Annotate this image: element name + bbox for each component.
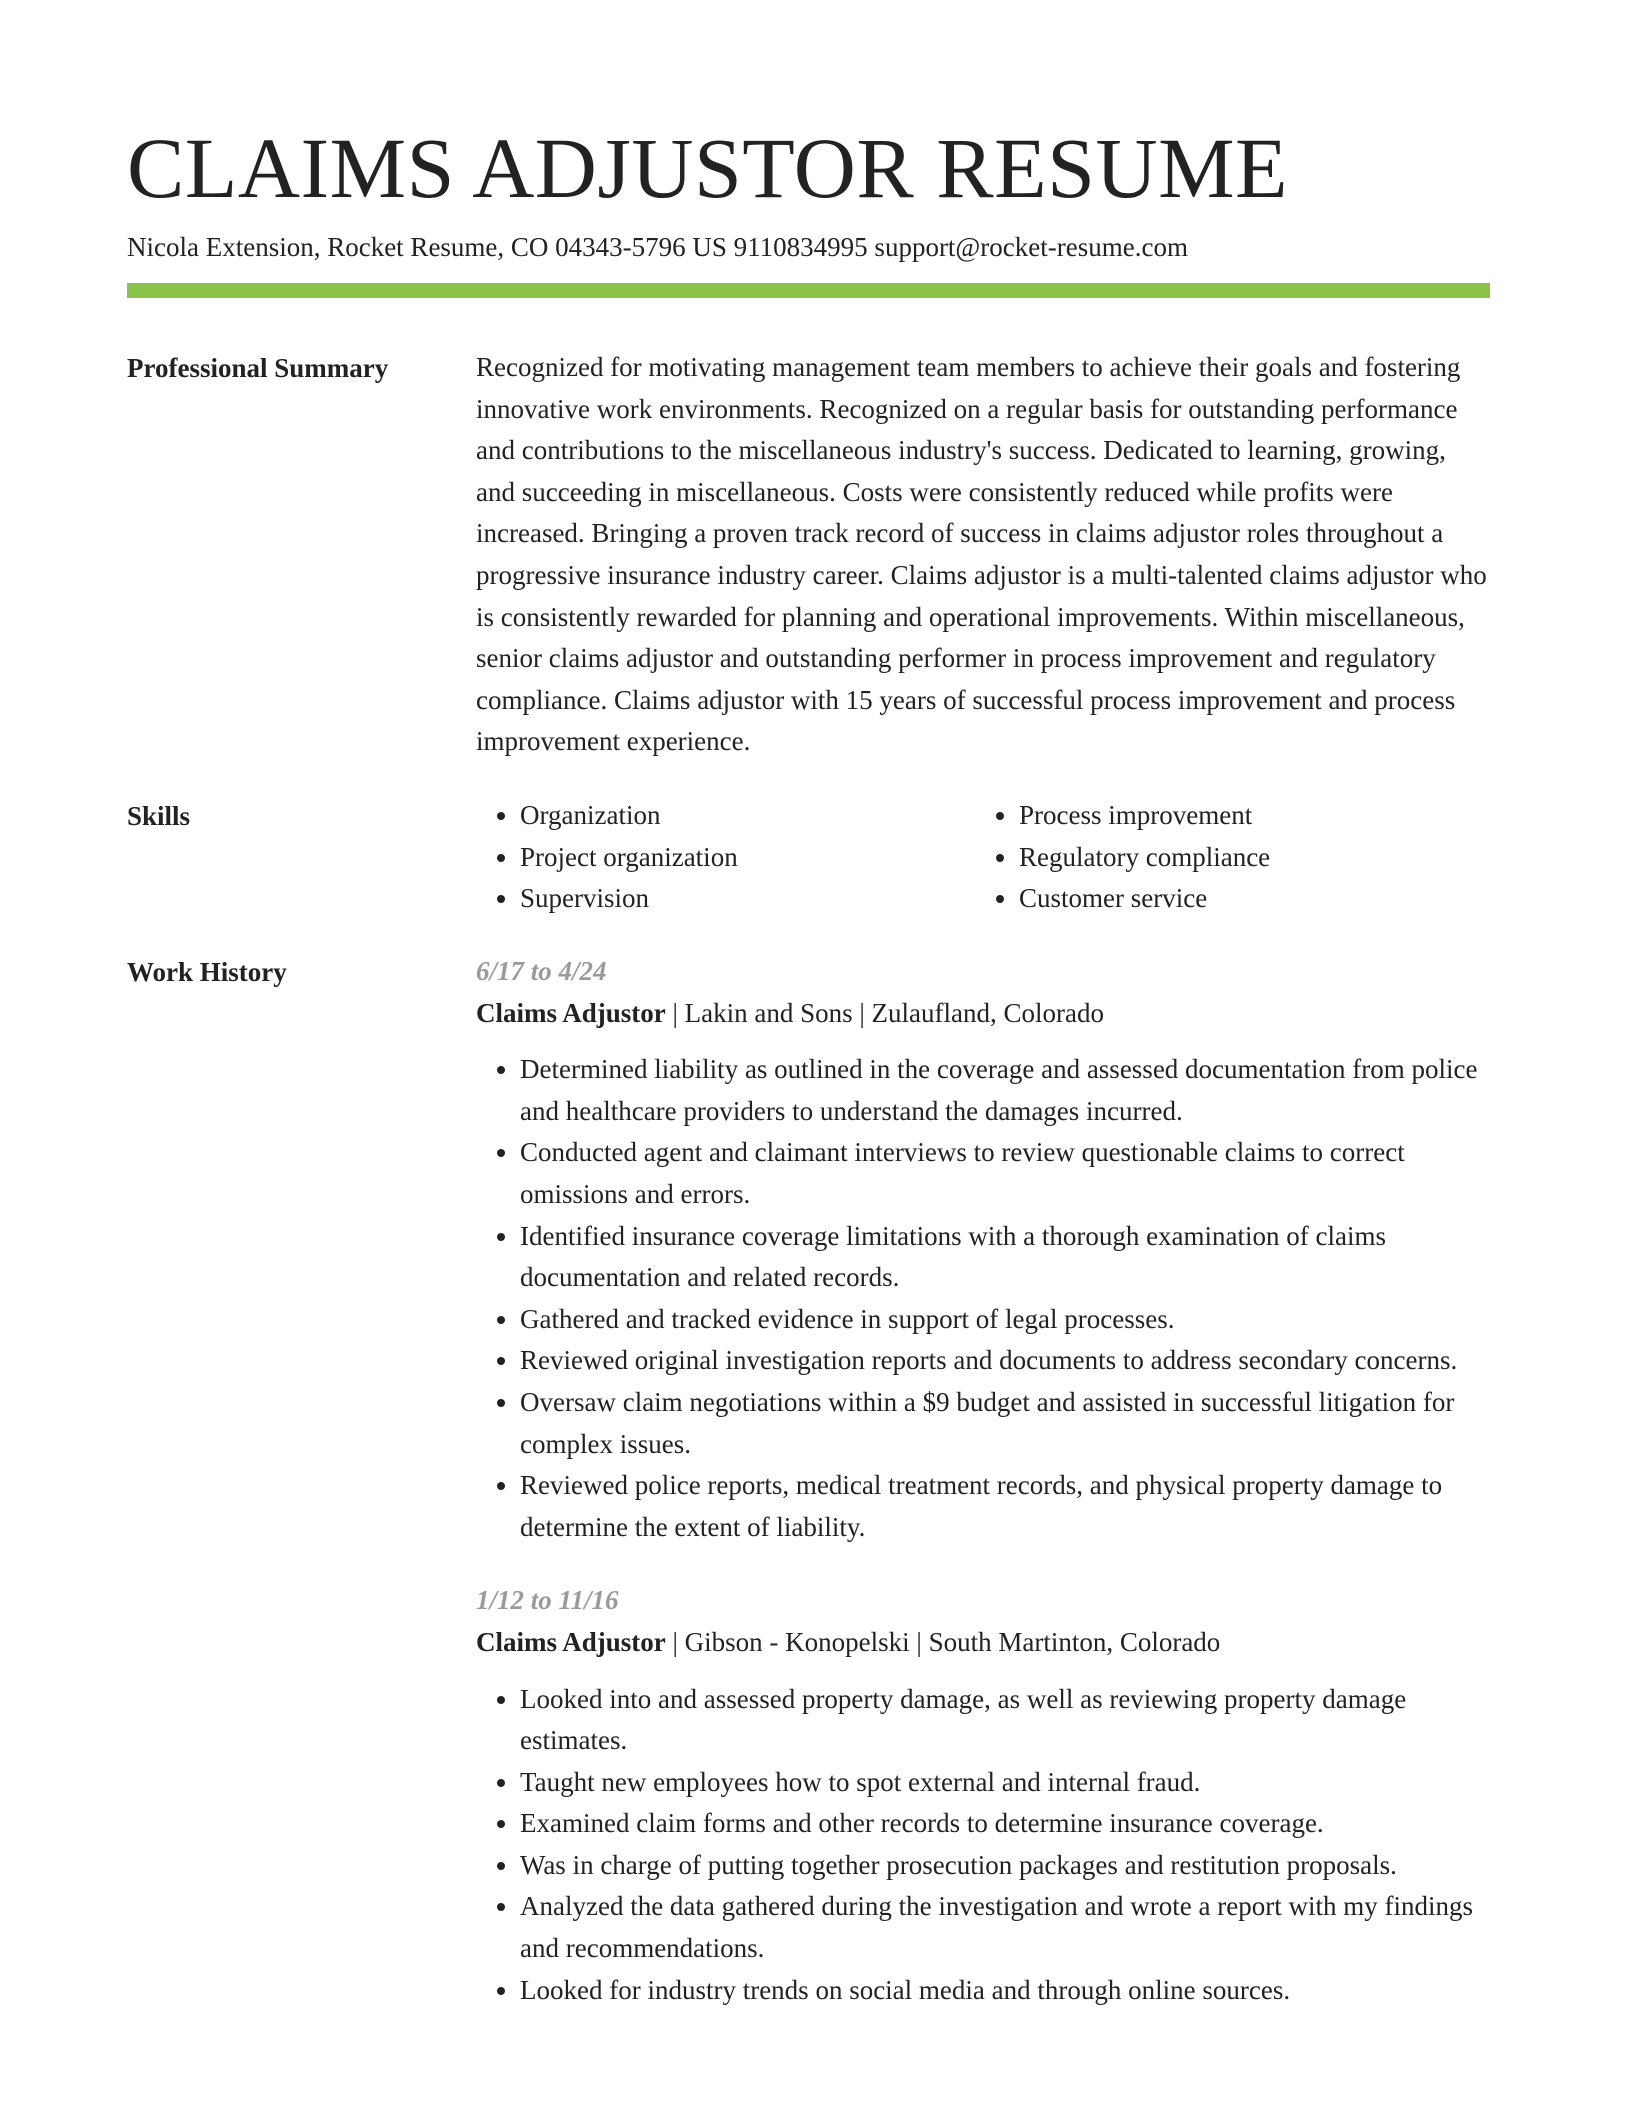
job-bullet: • Determined liability as outlined in the coverage and assessed documentation from police and healthcare providers to understand the damages incurred. bbox=[520, 1049, 1490, 1132]
section-label-summary: Professional Summary bbox=[127, 353, 389, 383]
skill-item: • Project organization bbox=[520, 837, 975, 879]
skills-body bbox=[476, 795, 1490, 920]
skill-item: • Regulatory compliance bbox=[1019, 837, 1474, 879]
job-dates: 1/12 to 11/16 bbox=[476, 1585, 619, 1616]
skill-item: • Customer service bbox=[1019, 878, 1474, 920]
skills-list-right bbox=[975, 795, 1474, 920]
job-heading bbox=[476, 993, 1490, 1035]
section-label-work-history: Work History bbox=[127, 957, 287, 987]
job-entry bbox=[476, 1580, 1490, 2011]
summary-text: Recognized for motivating management team members to achieve their goals and fostering innovative work environments. Recognized on a regular basis for outstanding performance and contributions to the miscellaneous industry's success. Dedicated to learning, growing, and succeeding in miscellaneous. Costs were consistently reduced while profits were increased. Bringing a proven track record of success in claims adjustor roles throughout a progressive insurance industry career. Claims adjustor is a multi-talented claims adjustor who is consistently rewarded for planning and operational improvements. Within miscellaneous, senior claims adjustor and outstanding performer in process improvement and regulatory compliance. Claims adjustor with 15 years of successful process improvement and process improvement experience. bbox=[476, 352, 1487, 757]
job-bullets bbox=[476, 1679, 1490, 2012]
header-divider bbox=[127, 283, 1490, 298]
summary-body bbox=[476, 347, 1490, 763]
job-bullet: • Reviewed original investigation reports and documents to address secondary concerns. bbox=[520, 1340, 1490, 1382]
job-bullet: • Was in charge of putting together prosecution packages and restitution proposals. bbox=[520, 1845, 1490, 1887]
job-bullet: • Looked for industry trends on social media and through online sources. bbox=[520, 1970, 1490, 2012]
contact-info: Nicola Extension, Rocket Resume, CO 04343-5796 US 9110834995 support@rocket-resume.com bbox=[127, 232, 1188, 262]
job-company-location: | Gibson - Konopelski | South Martinton, Colorado bbox=[665, 1626, 1221, 1657]
job-bullet: • Taught new employees how to spot external and internal fraud. bbox=[520, 1762, 1490, 1804]
work-history-body bbox=[476, 951, 1490, 2011]
job-bullet: • Conducted agent and claimant interviews to review questionable claims to correct omissions and errors. bbox=[520, 1132, 1490, 1215]
skill-item: • Supervision bbox=[520, 878, 975, 920]
skills-columns bbox=[476, 795, 1490, 920]
resume-title: CLAIMS ADJUSTOR RESUME bbox=[127, 120, 1289, 216]
job-company-location: | Lakin and Sons | Zulaufland, Colorado bbox=[665, 997, 1105, 1028]
section-label-skills: Skills bbox=[127, 801, 191, 831]
job-dates: 6/17 to 4/24 bbox=[476, 956, 607, 986]
job-bullet: • Reviewed police reports, medical treatment records, and physical property damage to determine the extent of liability. bbox=[520, 1465, 1490, 1548]
skills-list-left bbox=[476, 795, 975, 920]
job-bullet: • Looked into and assessed property damage, as well as reviewing property damage estimates. bbox=[520, 1679, 1490, 1762]
job-bullet: • Oversaw claim negotiations within a $9 budget and assisted in successful litigation for complex issues. bbox=[520, 1382, 1490, 1465]
job-entry bbox=[476, 951, 1490, 1548]
job-title: Claims Adjustor bbox=[476, 997, 666, 1028]
job-bullet: • Examined claim forms and other records to determine insurance coverage. bbox=[520, 1803, 1490, 1845]
job-bullets bbox=[476, 1049, 1490, 1548]
job-bullet: • Identified insurance coverage limitations with a thorough examination of claims documentation and related records. bbox=[520, 1216, 1490, 1299]
job-heading bbox=[476, 1622, 1490, 1664]
job-title: Claims Adjustor bbox=[476, 1626, 666, 1657]
job-bullet: • Analyzed the data gathered during the investigation and wrote a report with my findings and recommendations. bbox=[520, 1886, 1490, 1969]
job-bullet: • Gathered and tracked evidence in support of legal processes. bbox=[520, 1299, 1490, 1341]
skill-item: • Organization bbox=[520, 795, 975, 837]
skill-item: • Process improvement bbox=[1019, 795, 1474, 837]
